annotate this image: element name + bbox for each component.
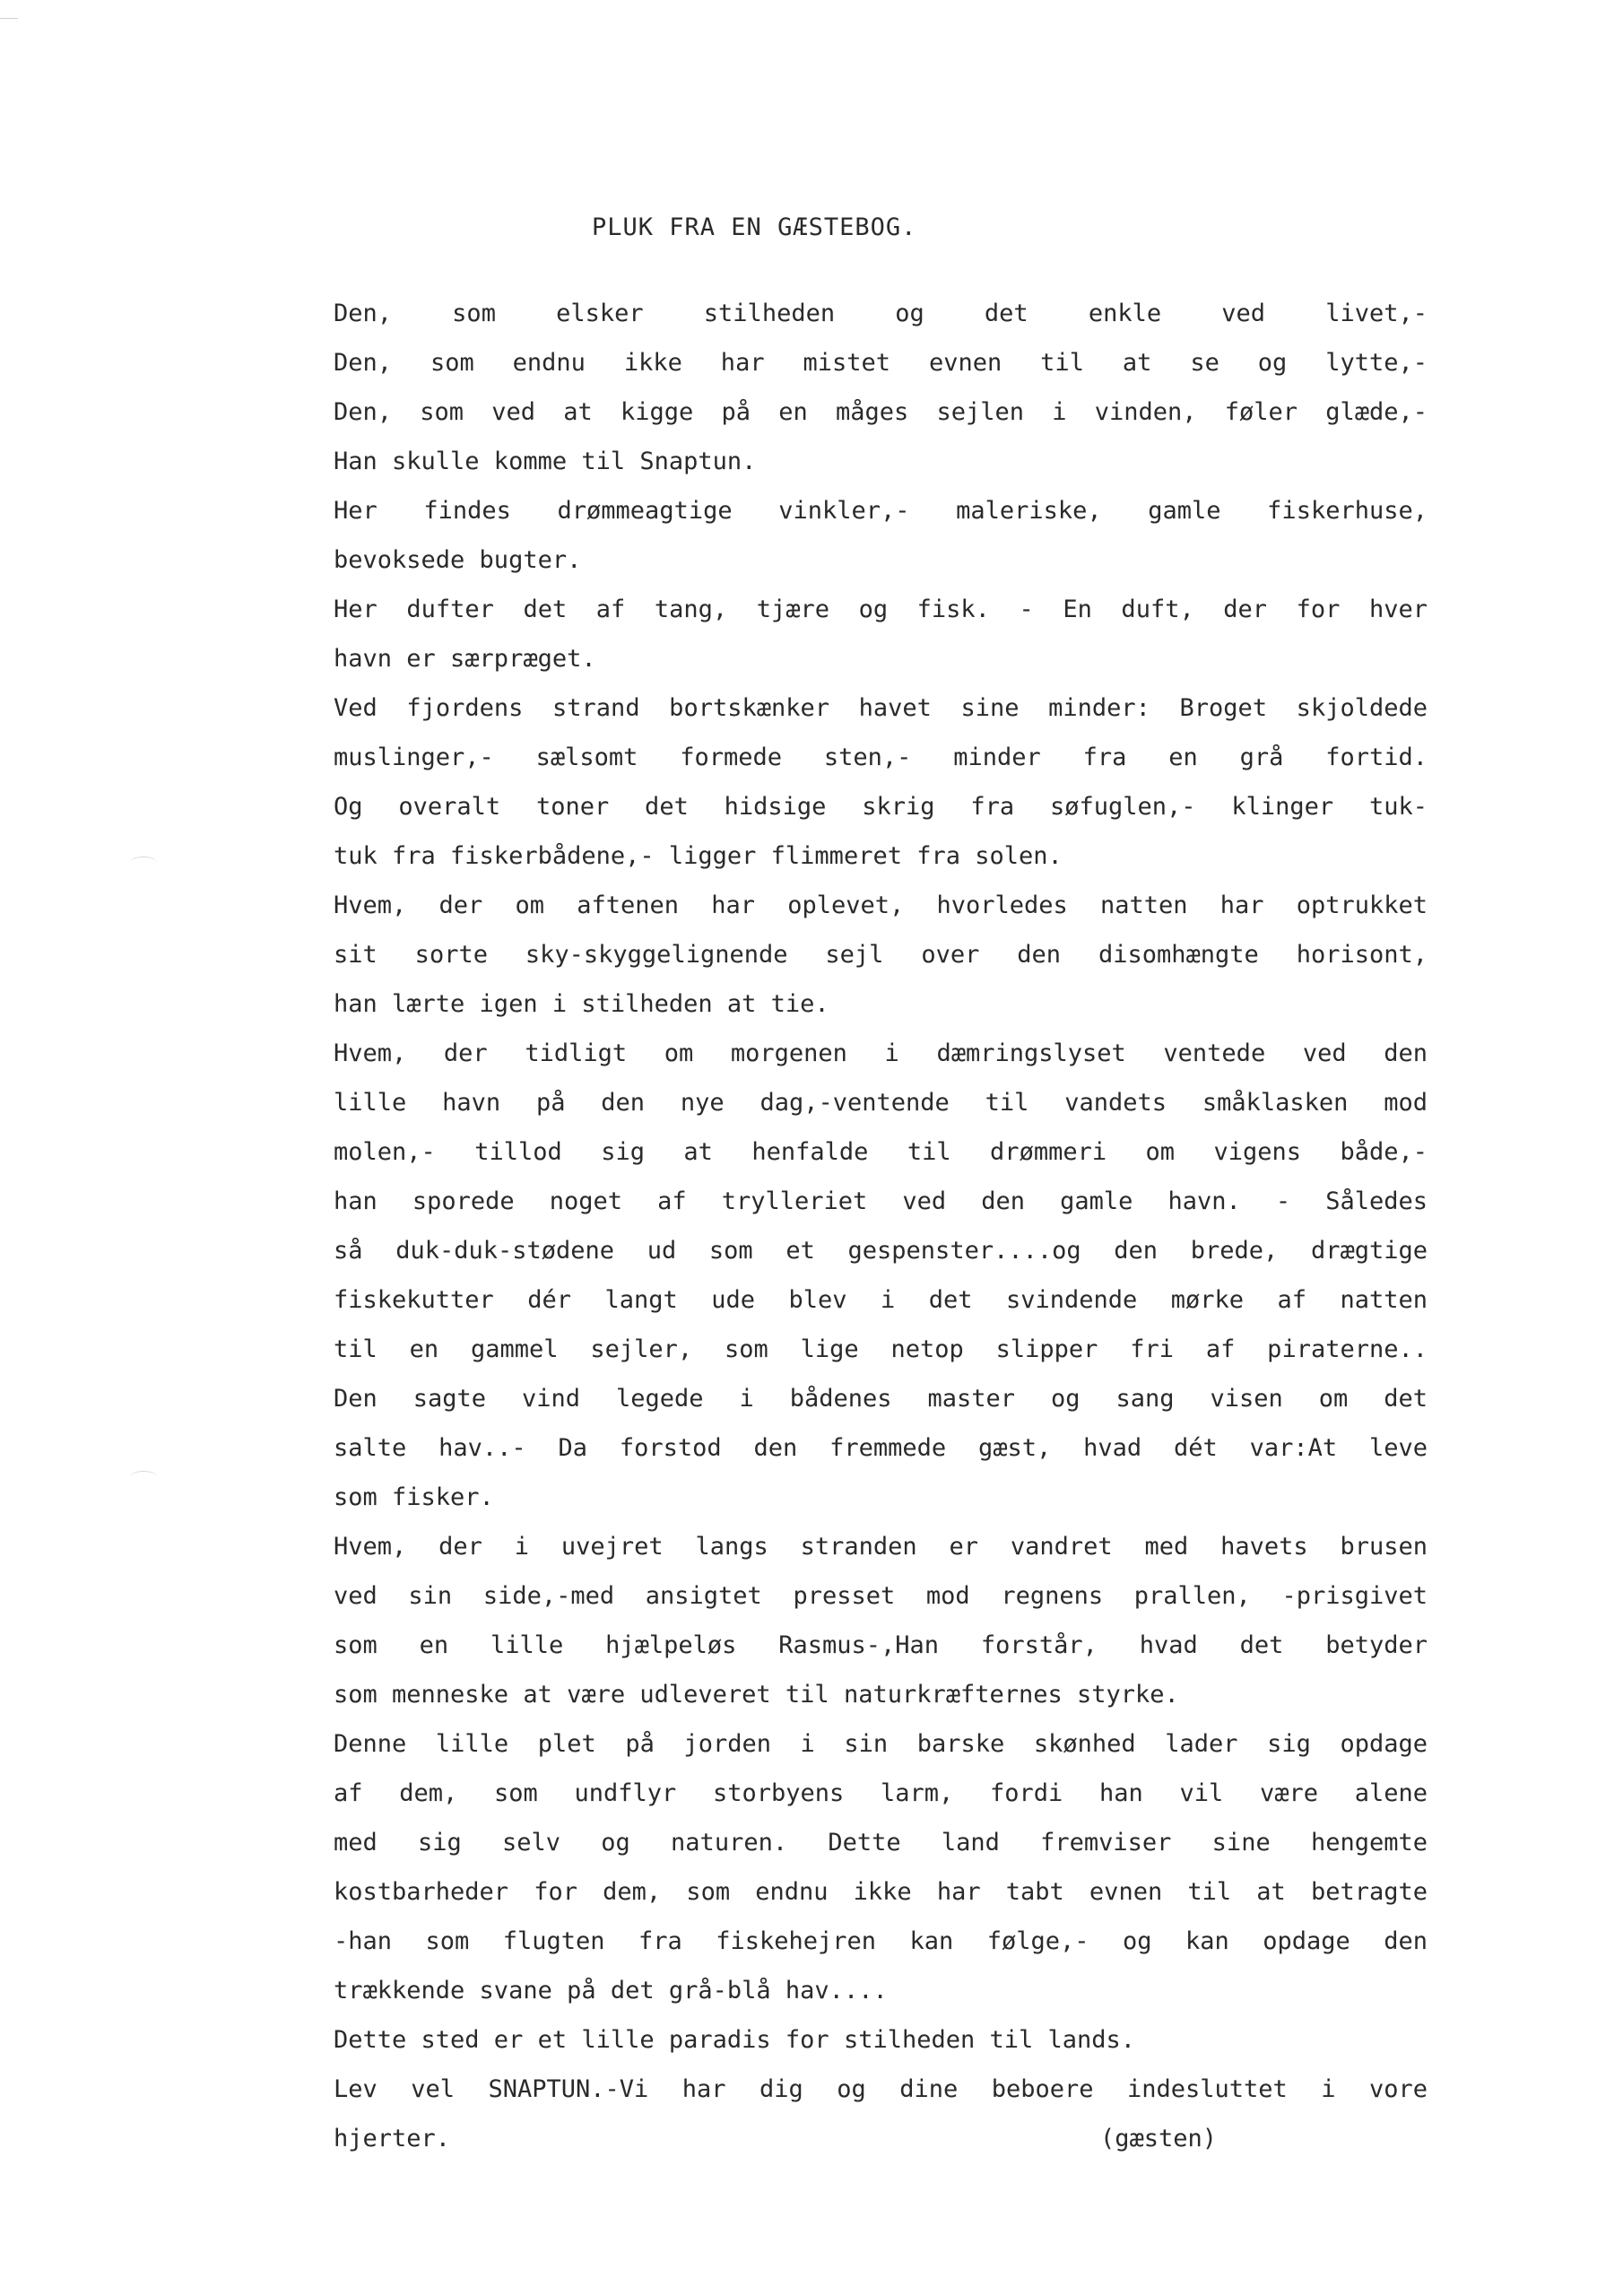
text-line: Den, som endnu ikke har mistet evnen til at se og lytte,- — [334, 349, 1428, 377]
signature: (gæsten) — [1100, 2125, 1218, 2152]
text-line: tuk fra fiskerbådene,- ligger flimmeret fra solen. — [334, 842, 1063, 870]
text-line: som menneske at være udleveret til naturkræfternes styrke. — [334, 1681, 1179, 1709]
text-line: ved sin side,-med ansigtet presset mod regnens prallen, -prisgivet — [334, 1582, 1428, 1610]
text-line: Hvem, der i uvejret langs stranden er vandret med havets brusen — [334, 1533, 1428, 1561]
text-line: fiskekutter dér langt ude blev i det svindende mørke af natten — [334, 1286, 1428, 1314]
closing-row — [334, 2114, 1428, 2163]
text-line: Denne lille plet på jorden i sin barske skønhed lader sig opdage — [334, 1730, 1428, 1758]
text-line: Dette sted er et lille paradis for stilheden til lands. — [334, 2026, 1136, 2054]
text-line: hjerter. — [334, 2125, 451, 2152]
document-body — [334, 289, 1428, 2163]
text-line: sit sorte sky-skyggelignende sejl over den disomhængte horisont, — [334, 941, 1428, 969]
text-line: Hvem, der tidligt om morgenen i dæmringslyset ventede ved den — [334, 1039, 1428, 1067]
text-line: havn er særpræget. — [334, 645, 596, 673]
text-line: så duk-duk-stødene ud som et gespenster....og den brede, drægtige — [334, 1237, 1428, 1265]
text-line: som fisker. — [334, 1483, 494, 1511]
text-line: Han skulle komme til Snaptun. — [334, 448, 757, 475]
text-line: han lærte igen i stilheden at tie. — [334, 990, 829, 1018]
text-line: Ved fjordens strand bortskænker havet sine minder: Broget skjoldede — [334, 694, 1428, 722]
text-line: Og overalt toner det hidsige skrig fra søfuglen,- klinger tuk- — [334, 793, 1428, 821]
text-line: som en lille hjælpeløs Rasmus-,Han forstår, hvad det betyder — [334, 1631, 1428, 1659]
text-line: bevoksede bugter. — [334, 546, 582, 574]
text-line: han sporede noget af trylleriet ved den gamle havn. - Således — [334, 1187, 1428, 1215]
text-line: Hvem, der om aftenen har oplevet, hvorledes natten har optrukket — [334, 891, 1428, 919]
text-line: Den sagte vind legede i bådenes master og sang visen om det — [334, 1385, 1428, 1413]
text-line: Den, som elsker stilheden og det enkle ved livet,- — [334, 300, 1428, 327]
scan-edge-mark — [0, 18, 18, 19]
text-line: Her dufter det af tang, tjære og fisk. - En duft, der for hver — [334, 596, 1428, 623]
text-line: Lev vel SNAPTUN.-Vi har dig og dine beboere indesluttet i vore — [334, 2075, 1428, 2103]
text-line: med sig selv og naturen. Dette land fremviser sine hengemte — [334, 1829, 1428, 1857]
text-line: lille havn på den nye dag,-ventende til vandets småklasken mod — [334, 1089, 1428, 1117]
text-line: trækkende svane på det grå-blå hav.... — [334, 1977, 888, 2005]
text-line: salte hav..- Da forstod den fremmede gæst, hvad dét var:At leve — [334, 1434, 1428, 1462]
text-line: -han som flugten fra fiskehejren kan følge,- og kan opdage den — [334, 1927, 1428, 1955]
text-line: til en gammel sejler, som lige netop slipper fri af piraterne.. — [334, 1335, 1428, 1363]
punch-hole-mark — [130, 857, 157, 868]
text-line: Den, som ved at kigge på en måges sejlen i vinden, føler glæde,- — [334, 398, 1428, 426]
text-line: molen,- tillod sig at henfalde til drømmeri om vigens både,- — [334, 1138, 1428, 1166]
text-line: af dem, som undflyr storbyens larm, fordi han vil være alene — [334, 1779, 1428, 1807]
text-line: Her findes drømmeagtige vinkler,- maleriske, gamle fiskerhuse, — [334, 497, 1428, 525]
text-line: muslinger,- sælsomt formede sten,- minder fra en grå fortid. — [334, 744, 1428, 771]
document-title: PLUK FRA EN GÆSTEBOG. — [592, 213, 917, 241]
punch-hole-mark — [130, 1471, 157, 1483]
text-line: kostbarheder for dem, som endnu ikke har tabt evnen til at betragte — [334, 1878, 1428, 1906]
